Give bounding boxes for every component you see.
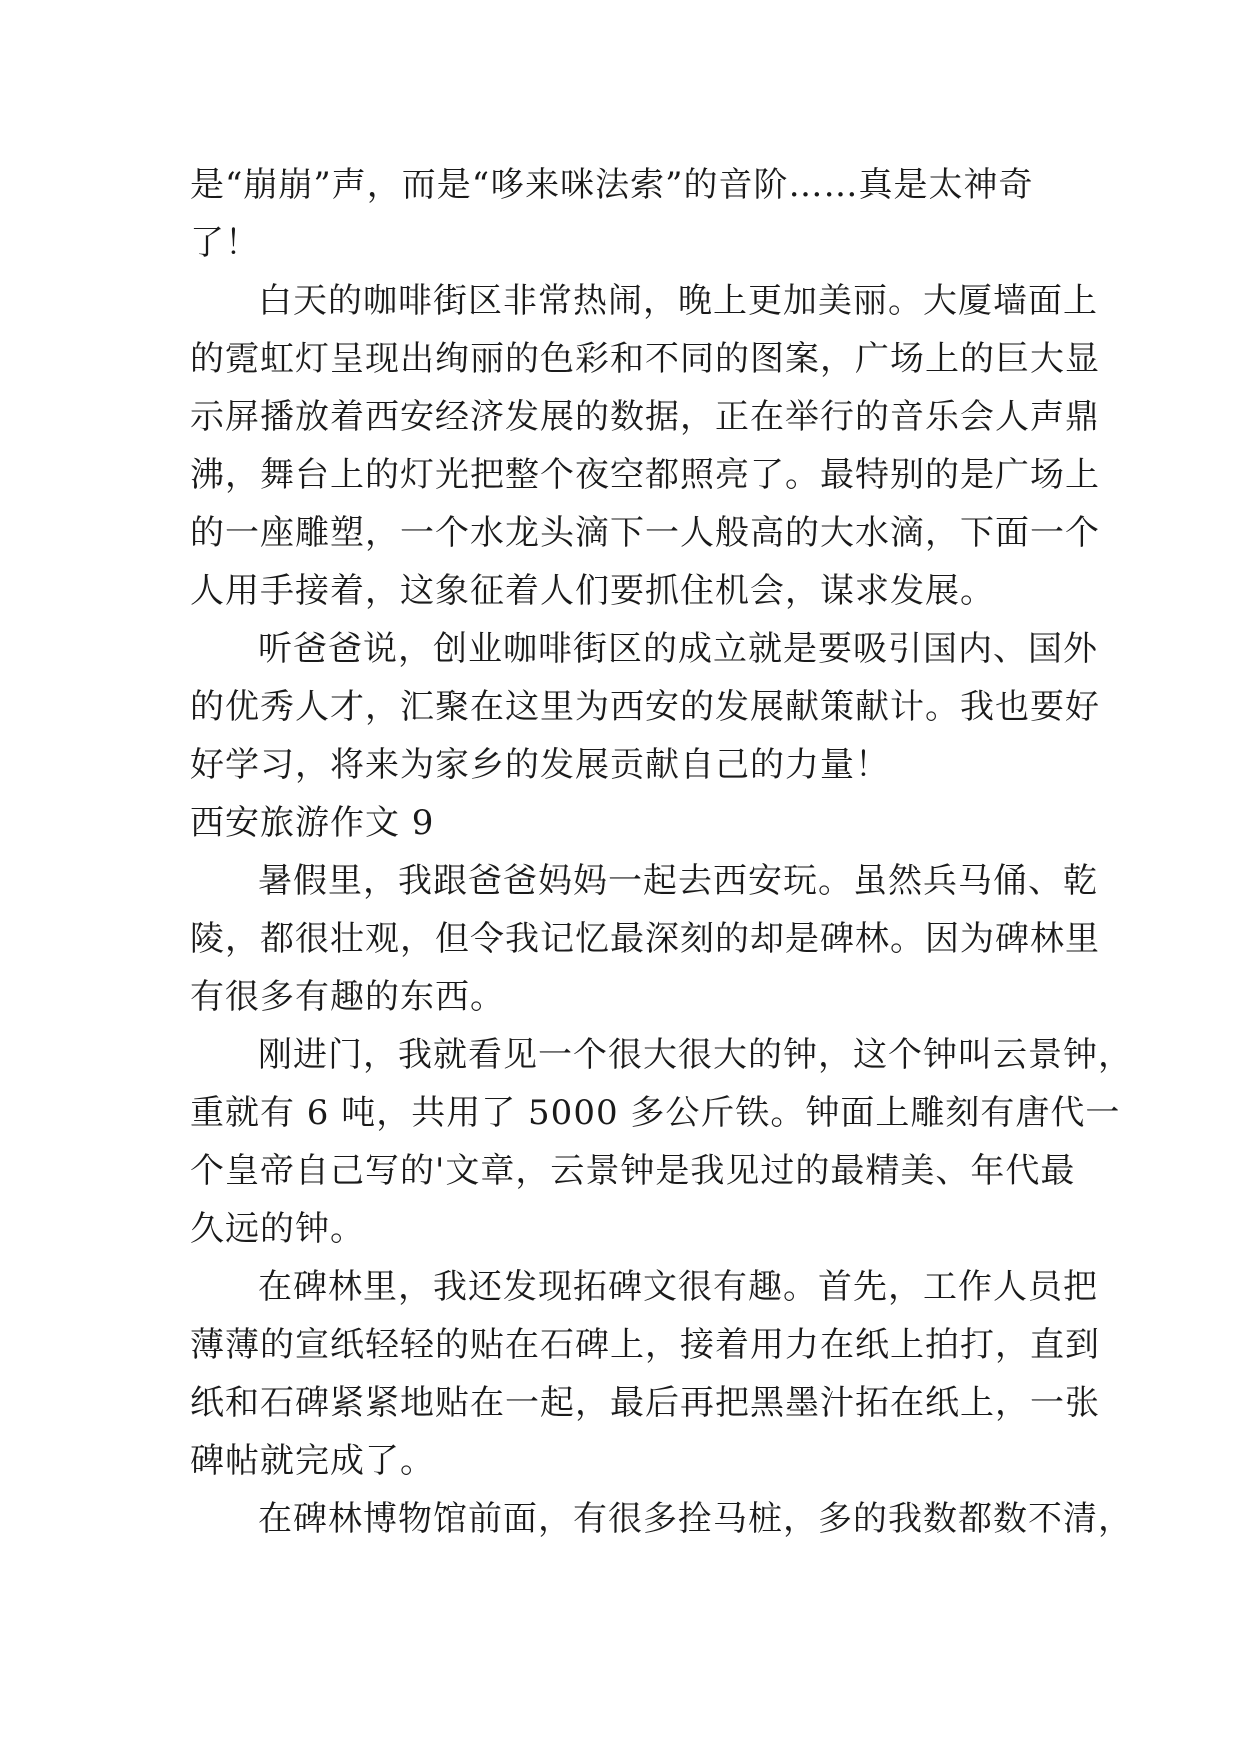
- text-line: 个皇帝自己写的'文章，云景钟是我见过的最精美、年代最: [190, 1151, 1076, 1191]
- text-line: 好学习，将来为家乡的发展贡献自己的力量！: [190, 745, 890, 785]
- text-line: 沸，舞台上的灯光把整个夜空都照亮了。最特别的是广场上: [190, 455, 1100, 495]
- text-line: 薄薄的宣纸轻轻的贴在石碑上，接着用力在纸上拍打，直到: [190, 1325, 1100, 1365]
- paragraph-first-line: 暑假里，我跟爸爸妈妈一起去西安玩。虽然兵马俑、乾: [258, 861, 1098, 901]
- text-line: 人用手接着，这象征着人们要抓住机会，谋求发展。: [190, 571, 995, 611]
- paragraph-first-line: 白天的咖啡街区非常热闹，晚上更加美丽。大厦墙面上: [258, 281, 1098, 321]
- section-heading: 西安旅游作文 9: [190, 803, 435, 843]
- text-line: 的霓虹灯呈现出绚丽的色彩和不同的图案，广场上的巨大显: [190, 339, 1100, 379]
- text-line: 陵，都很壮观，但令我记忆最深刻的却是碑林。因为碑林里: [190, 919, 1100, 959]
- text-line: 示屏播放着西安经济发展的数据，正在举行的音乐会人声鼎: [190, 397, 1100, 437]
- text-line: 重就有 6 吨，共用了 5000 多公斤铁。钟面上雕刻有唐代一: [190, 1093, 1121, 1133]
- text-line: 碑帖就完成了。: [190, 1441, 435, 1481]
- paragraph-first-line: 在碑林博物馆前面，有很多拴马桩，多的我数都数不清，: [258, 1499, 1133, 1539]
- text-line: 的一座雕塑，一个水龙头滴下一人般高的大水滴，下面一个: [190, 513, 1100, 553]
- text-line: 有很多有趣的东西。: [190, 977, 505, 1017]
- text-line: 纸和石碑紧紧地贴在一起，最后再把黑墨汁拓在纸上，一张: [190, 1383, 1100, 1423]
- text-line: 是“崩崩”声，而是“哆来咪法索”的音阶……真是太神奇: [190, 165, 1034, 205]
- paragraph-first-line: 听爸爸说，创业咖啡街区的成立就是要吸引国内、国外: [258, 629, 1098, 669]
- paragraph-first-line: 刚进门，我就看见一个很大很大的钟，这个钟叫云景钟，: [258, 1035, 1133, 1075]
- text-line: 久远的钟。: [190, 1209, 365, 1249]
- text-line: 的优秀人才，汇聚在这里为西安的发展献策献计。我也要好: [190, 687, 1100, 727]
- text-line: 了！: [190, 223, 260, 263]
- paragraph-first-line: 在碑林里，我还发现拓碑文很有趣。首先，工作人员把: [258, 1267, 1098, 1307]
